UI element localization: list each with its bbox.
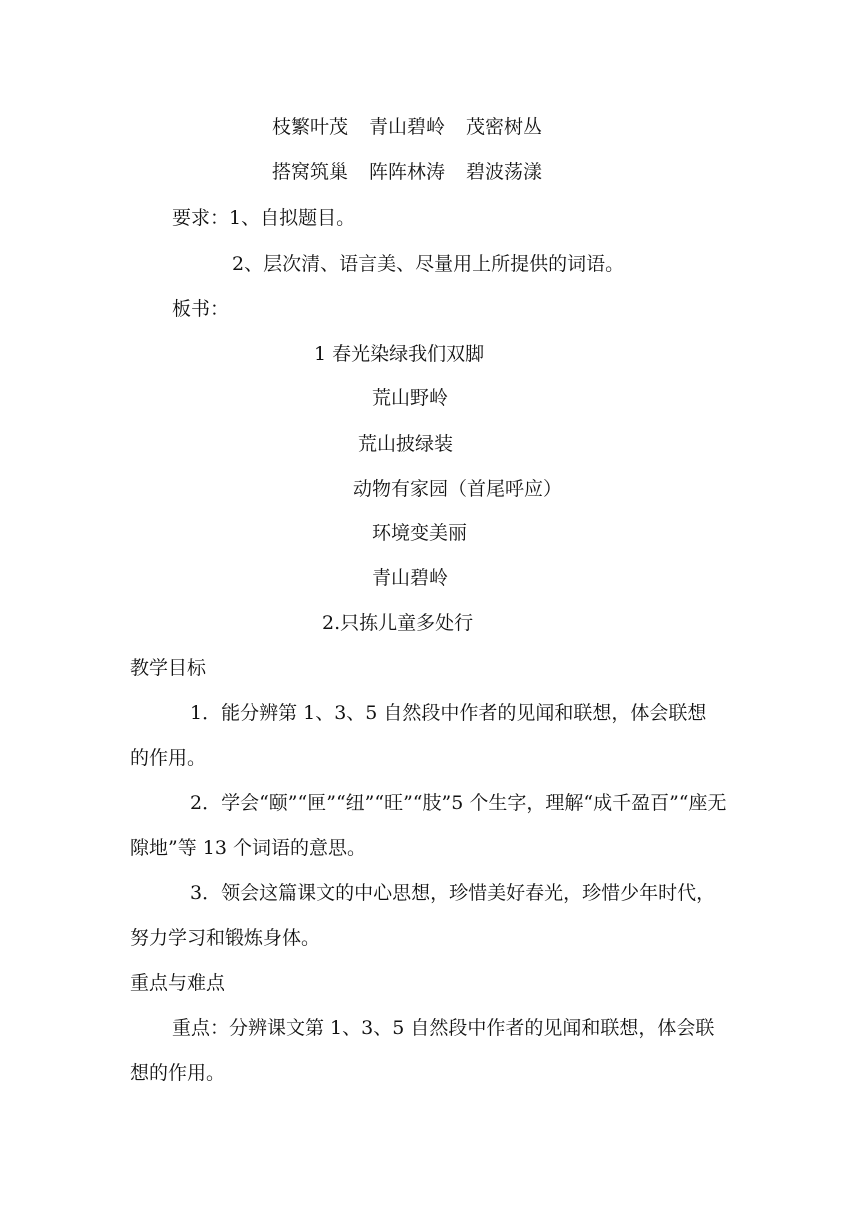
key-point-text: 重点：分辨课文第 1、3、5 自然段中作者的见闻和联想，体会联 (172, 1017, 715, 1039)
goal-item-1: 1．能分辨第 1、3、5 自然段中作者的见闻和联想，体会联想 (190, 702, 707, 724)
goal-item-3: 3．领会这篇课文的中心思想，珍惜美好春光，珍惜少年时代， (190, 882, 716, 904)
section-heading-goals: 教学目标 (130, 657, 207, 679)
word: 茂密树丛 (466, 116, 543, 138)
board-line: 荒山野岭 (372, 387, 449, 409)
board-label: 板书： (172, 298, 230, 320)
key-point-text-cont: 想的作用。 (130, 1062, 226, 1084)
board-line: 青山碧岭 (372, 567, 449, 589)
requirement-item-2: 2、层次清、语言美、尽量用上所提供的词语。 (232, 253, 625, 275)
word-bank-row-2 (272, 160, 542, 184)
board-line: 动物有家园（首尾呼应） (353, 478, 563, 500)
word: 青山碧岭 (369, 116, 446, 138)
next-lesson-title: 2.只拣儿童多处行 (322, 612, 474, 634)
goal-item-1-cont: 的作用。 (130, 747, 207, 769)
word: 碧波荡漾 (466, 161, 543, 183)
board-title: 1 春光染绿我们双脚 (314, 343, 485, 365)
word: 枝繁叶茂 (272, 116, 349, 138)
goal-item-2: 2．学会“颐”“匣”“纽”“旺”“肢”5 个生字，理解“成千盈百”“座无 (190, 792, 727, 814)
goal-item-3-cont: 努力学习和锻炼身体。 (130, 927, 321, 949)
section-heading-key-points: 重点与难点 (130, 972, 226, 994)
goal-item-2-cont: 隙地”等 13 个词语的意思。 (130, 837, 366, 859)
word: 阵阵林涛 (369, 161, 446, 183)
requirement-item-1: 要求：1、自拟题目。 (172, 207, 356, 229)
board-line: 环境变美丽 (372, 522, 468, 544)
word: 搭窝筑巢 (272, 161, 349, 183)
word-bank-row-1 (272, 115, 542, 139)
board-line: 荒山披绿装 (358, 433, 454, 455)
